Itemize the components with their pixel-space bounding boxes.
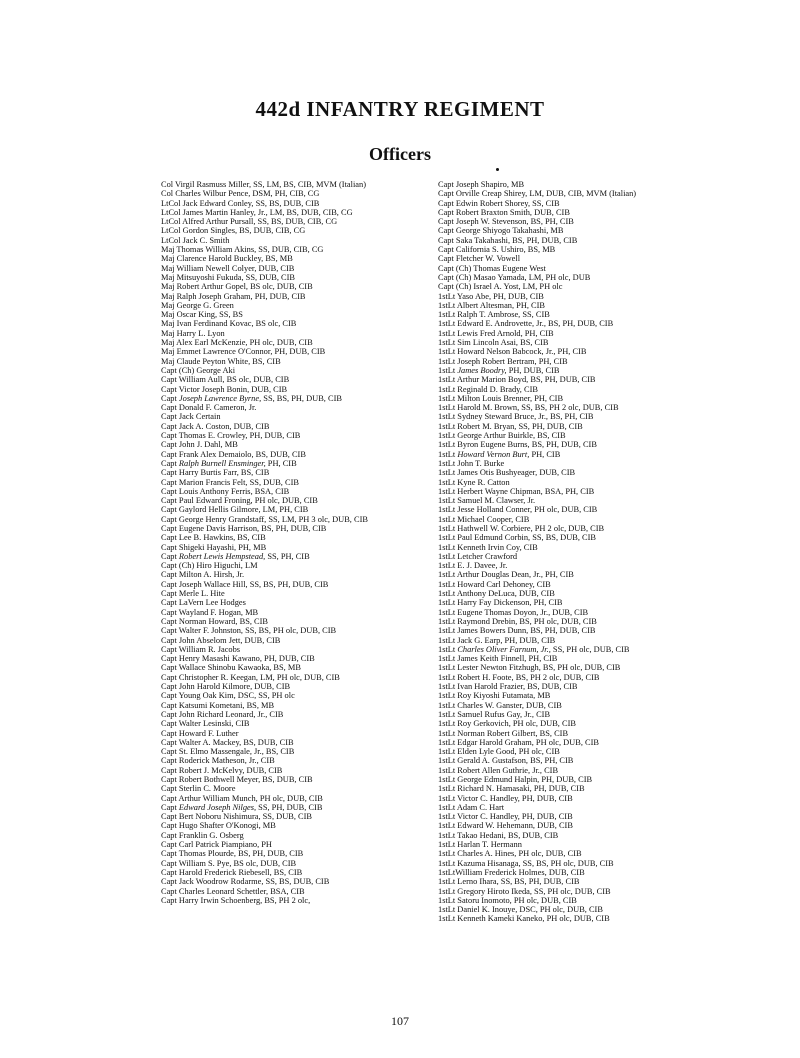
officer-decorations: PH, DUB, CIB [506,365,560,375]
officer-entry: 1stLt Eugene Thomas Doyon, Jr., DUB, CIB [438,607,589,617]
officer-entry: Capt Jack A. Coston, DUB, CIB [161,421,270,431]
officer-entry: Maj Thomas William Akins, SS, DUB, CIB, CG [161,245,324,255]
page-title: 442d INFANTRY REGIMENT [255,97,545,121]
officer-entry: 1stLt Howard Nelson Babcock, Jr., PH, CIB [438,347,587,357]
officer-entry: Capt John Harold Kilmore, DUB, CIB [161,682,291,692]
officer-entry: Capt Wayland F. Hogan, MB [161,607,259,617]
officer-entry: Capt William Aull, BS olc, DUB, CIB [161,375,290,385]
officer-entry: 1stLt Charles A. Hines, PH olc, DUB, CIB [438,849,582,859]
officer-entry: 1stLtWilliam Frederick Holmes, DUB, CIB [438,867,585,877]
officer-entry: 1stLt Jack G. Earp, PH, DUB, CIB [438,635,556,645]
officer-entry: Capt Katsumi Kometani, BS, MB [161,700,275,710]
officer-entry: Capt Harry Burtis Farr, BS, CIB [161,468,270,478]
officer-entry: LtCol Jack Edward Conley, SS, BS, DUB, CIB [161,198,320,208]
officer-entry: LtCol Alfred Arthur Pursall, SS, BS, DUB, CIB, CG [161,217,338,227]
officer-entry: Capt Edwin Robert Shorey, SS, CIB [438,198,560,208]
officer-entry: 1stLt Michael Cooper, CIB [438,514,530,524]
officer-entry: Capt Jack Certain [161,412,221,422]
officer-decorations: PH, CIB [265,458,297,468]
officer-entry: 1stLt Paul Edmund Corbin, SS, BS, DUB, CIB [438,533,596,543]
officer-entry: 1stLt Richard N. Hamasaki, PH, DUB, CIB [438,784,585,794]
officer-entry: 1stLt Edward W. Hehemann, DUB, CIB [438,821,573,831]
officer-entry [438,645,708,654]
officer-entry: 1stLt Letcher Crawford [438,551,518,561]
officer-entry: LtCol Jack C. Smith [161,235,230,245]
officer-entry: 1stLt Albert Altesman, PH, CIB [438,300,546,310]
officer-entry: Capt Norman Howard, BS, CIB [161,616,269,626]
officer-entry [438,450,708,459]
officer-entry: 1stLt Yaso Abe, PH, DUB, CIB [438,291,544,301]
officer-entry: 1stLt Robert H. Foote, BS, PH 2 olc, DUB, CIB [438,672,600,682]
officer-entry: 1stLt Norman Robert Gilbert, BS, CIB [438,728,569,738]
officer-entry: 1stLt Elden Lyle Good, PH olc, CIB [438,747,560,757]
officer-entry: Maj Oscar King, SS, BS [161,310,243,320]
officer-entry: LtCol Gordon Singles, BS, DUB, CIB, CG [161,226,306,236]
officer-entry: Capt Walter A. Mackey, BS, DUB, CIB [161,737,294,747]
officer-entry: 1stLt Roy Kiyoshi Futamata, MB [438,691,551,701]
officer-entry: 1stLt Adam C. Hart [438,802,505,812]
officer-entry: Capt Sterlin C. Moore [161,784,236,794]
officer-entry: 1stLt Roy Gerkovich, PH olc, DUB, CIB [438,719,576,729]
officer-name-italic: Robert Lewis Hempstead, [178,551,266,561]
officer-entry: Col Charles Wilbur Pence, DSM, PH, CIB, CG [161,189,320,199]
officer-rank: 1stLt [438,365,458,375]
officer-entry: 1stLt John T. Burke [438,458,505,468]
officer-entry: 1stLt Robert M. Bryan, SS, PH, DUB, CIB [438,421,583,431]
officer-entry: Maj Claude Peyton White, BS, CIB [161,356,281,366]
officer-entry: Capt Bert Noboru Nishimura, SS, DUB, CIB [161,812,312,822]
officer-entry: Maj Alex Earl McKenzie, PH olc, DUB, CIB [161,338,313,348]
officer-entry: 1stLt Harry Fay Dickenson, PH, CIB [438,598,563,608]
officer-entry [161,394,429,403]
officer-entry: Capt George Henry Grandstaff, SS, LM, PH 3 olc, DUB, CIB [161,514,368,524]
officer-entry: 1stLt Edward E. Androvette, Jr., BS, PH, DUB, CIB [438,319,614,329]
officer-rank: 1stLt [438,644,458,654]
officer-entry: Capt LaVern Lee Hodges [161,598,246,608]
officer-entry: 1stLt Sydney Steward Bruce, Jr., BS, PH, CIB [438,412,594,422]
officer-entry: Capt Henry Masashi Kawano, PH, DUB, CIB [161,654,315,664]
officer-rank: Capt [161,551,179,561]
officer-entry: Capt Wallace Shinobu Kawaoka, BS, MB [161,663,301,673]
officer-entry: Capt Christopher R. Keegan, LM, PH olc, DUB, CIB [161,672,340,682]
officer-entry: Capt Carl Patrick Piampiano, PH [161,840,272,850]
officer-entry: 1stLt Kenneth Irvin Coy, CIB [438,542,538,552]
officer-entry: 1stLt Howard Carl Dehoney, CIB [438,579,551,589]
officer-entry: 1stLt Harold M. Brown, SS, BS, PH 2 olc, DUB, CIB [438,403,619,413]
officer-entry: Capt Marion Francis Felt, SS, DUB, CIB [161,477,299,487]
officer-entry: 1stLt Victor C. Handley, PH, DUB, CIB [438,812,573,822]
officer-entry: Capt Robert J. McKelvy, DUB, CIB [161,765,283,775]
officer-entry: Capt Orville Creap Shirey, LM, DUB, CIB, MVM (Italian) [438,189,637,199]
officer-name-italic: Joseph Lawrence Byrne, [178,393,262,403]
officer-entry [161,552,429,561]
officer-entry: Capt California S. Ushiro, BS, MB [438,245,556,255]
officer-entry: Capt John Richard Leonard, Jr., CIB [161,709,284,719]
officer-entry: Capt Fletcher W. Vowell [438,254,521,264]
officer-entry: Capt John Abselom Jett, DUB, CIB [161,635,281,645]
officer-entry: Capt Paul Edward Froning, PH olc, DUB, CIB [161,496,318,506]
officer-entry: 1stLt Gregory Hiroto Ikeda, SS, PH olc, DUB, CIB [438,886,611,896]
officer-entry: Capt Charles Leonard Schettler, BSA, CIB [161,886,305,896]
officer-entry: 1stLt Lerno Ihara, SS, BS, PH, DUB, CIB [438,877,580,887]
officer-entry: 1stLt Kyne R. Catton [438,477,510,487]
officer-entry: 1stLt Sim Lincoln Asai, BS, CIB [438,338,549,348]
officer-entry: 1stLt Arthur Marion Boyd, BS, PH, DUB, CIB [438,375,596,385]
officer-entry: Capt Frank Alex Demaiolo, BS, DUB, CIB [161,449,306,459]
officer-decorations: SS, PH, CIB [265,551,310,561]
officer-entry: Capt Walter Lesinski, CIB [161,719,250,729]
officer-entry: Capt Lee B. Hawkins, BS, CIB [161,533,266,543]
officer-name-italic: Howard Vernon Burt, [457,449,530,459]
officer-entry: Capt William S. Pye, BS olc, DUB, CIB [161,858,297,868]
officer-entry: 1stLt Samuel M. Clawser, Jr. [438,496,536,506]
officer-entry: 1stLt Harlan T. Hermann [438,840,522,850]
officer-entry: Maj Emmet Lawrence O'Connor, PH, DUB, CIB [161,347,326,357]
officer-entry: Capt Howard F. Luther [161,728,239,738]
officer-entry: Capt Arthur William Munch, PH olc, DUB, CIB [161,793,323,803]
officer-entry: 1stLt Reginald D. Brady, CIB [438,384,538,394]
officer-entry: Maj Mitsuyoshi Fukuda, SS, DUB, CIB [161,272,296,282]
officer-entry: 1stLt Gerald A. Gustafson, BS, PH, CIB [438,756,574,766]
officer-entry: 1stLt Jesse Holland Conner, PH olc, DUB, CIB [438,505,598,515]
officer-entry: LtCol James Martin Hanley, Jr., LM, BS, DUB, CIB, CG [161,207,353,217]
officer-entry: Capt Victor Joseph Bonin, DUB, CIB [161,384,288,394]
officer-entry: Maj Clarence Harold Buckley, BS, MB [161,254,293,264]
officer-entry: Capt Robert Bothwell Meyer, BS, DUB, CIB [161,775,313,784]
officer-entry: 1stLt Daniel K. Inouye, DSC, PH olc, DUB, CIB [438,905,603,915]
officer-decorations: SS, BS, PH, DUB, CIB [261,393,342,403]
officer-entry: Capt Harold Frederick Riebesell, BS, CIB [161,867,303,877]
officer-entry: Col Virgil Rasmuss Miller, SS, LM, BS, CIB, MVM (Italian) [161,180,366,189]
officer-entry: Capt William R. Jacobs [161,644,241,654]
officer-entry: 1stLt Charles W. Ganster, DUB, CIB [438,700,562,710]
officer-entry: Capt Eugene Davis Harrison, BS, PH, DUB, CIB [161,523,327,533]
officer-list-left [161,180,429,905]
officer-name-italic: James Boodry, [457,365,507,375]
officer-entry [161,459,429,468]
officer-entry: 1stLt Robert Allen Guthrie, Jr., CIB [438,765,559,775]
officer-entry: Capt Saka Takahashi, BS, PH, DUB, CIB [438,235,578,245]
officer-entry: Capt Joseph W. Stevenson, BS, PH, CIB [438,217,574,227]
officer-entry: Maj Ivan Ferdinand Kovac, BS olc, CIB [161,319,297,329]
officer-entry: 1stLt George Arthur Buirkle, BS, CIB [438,431,566,441]
officer-entry: Capt Robert Braxton Smith, DUB, CIB [438,207,570,217]
officer-name-italic: Edward Joseph Nilges, [178,802,257,812]
officer-entry: Maj Harry L. Lyon [161,328,225,338]
officer-entry: 1stLt Lester Newton Fitzhugh, BS, PH olc, DUB, CIB [438,663,621,673]
officer-entry: Capt Roderick Matheson, Jr., CIB [161,756,275,766]
officer-entry: 1stLt Satoru Inomoto, PH olc, DUB, CIB [438,895,577,905]
officer-entry: 1stLt George Edmund Halpin, PH, DUB, CIB [438,775,593,784]
officer-entry: Capt Walter F. Johnston, SS, BS, PH olc, DUB, CIB [161,626,337,636]
officer-name-italic: Ralph Burnell Ensminger, [178,458,266,468]
officer-entry: 1stLt Arthur Douglas Dean, Jr., PH, CIB [438,570,574,580]
officer-entry: Capt Joseph Shapiro, MB [438,180,525,189]
officer-entry: 1stLt James Bowers Dunn, BS, PH, DUB, CIB [438,626,596,636]
officer-entry: Maj George G. Green [161,300,234,310]
officer-entry: Capt Louis Anthony Ferris, BSA, CIB [161,486,290,496]
officer-entry: Capt Gaylord Hellis Gilmore, LM, PH, CIB [161,505,309,515]
officer-entry: Capt Jack Woodrow Rodarme, SS, BS, DUB, CIB [161,877,330,887]
officer-entry: 1stLt Joseph Robert Bertram, PH, CIB [438,356,568,366]
officer-entry: 1stLt Takao Hedani, BS, DUB, CIB [438,830,559,840]
officer-entry: 1stLt E. J. Davee, Jr. [438,561,508,571]
officer-entry: Capt Shigeki Hayashi, PH, MB [161,542,267,552]
officer-entry: Capt George Shiyogo Takahashi, MB [438,226,564,236]
officer-entry: Capt (Ch) Thomas Eugene West [438,263,546,273]
officer-entry: Capt Joseph Wallace Hill, SS, BS, PH, DUB, CIB [161,579,329,589]
officer-decorations: SS, PH, DUB, CIB [256,802,323,812]
officer-rank: Capt [161,802,179,812]
officer-decorations: SS, PH olc, DUB, CIB [550,644,630,654]
officer-entry: 1stLt Herbert Wayne Chipman, BSA, PH, CIB [438,486,595,496]
officer-rank: Capt [161,393,179,403]
officer-entry: Capt (Ch) Masao Yamada, LM, PH olc, DUB [438,272,591,282]
officer-entry: Capt Thomas Plourde, BS, PH, DUB, CIB [161,849,304,859]
officer-entry [161,803,429,812]
officer-entry: Capt (Ch) Israel A. Yost, LM, PH olc [438,282,563,292]
officer-entry [438,366,708,375]
officer-entry: 1stLt James Otis Bushyeager, DUB, CIB [438,468,576,478]
officer-entry: Capt (Ch) Hiro Higuchi, LM [161,561,258,571]
officer-decorations: PH, CIB [529,449,561,459]
officer-entry: Capt St. Elmo Massengale, Jr., BS, CIB [161,747,295,757]
officer-name-italic: Charles Oliver Farnum, Jr., [457,644,551,654]
officer-entry: 1stLt Anthony DeLuca, DUB, CIB [438,589,555,599]
officer-entry: Maj William Newell Colyer, DUB, CIB [161,263,295,273]
officer-rank: 1stLt [438,449,458,459]
officer-entry: 1stLt Byron Eugene Burns, BS, PH, DUB, CIB [438,440,597,450]
officer-entry: Capt Hugo Shafter O'Konogi, MB [161,821,276,831]
officer-entry: Maj Robert Arthur Gopel, BS olc, DUB, CIB [161,282,313,292]
officer-list-right [438,180,708,924]
officer-entry: Capt Harry Irwin Schoenberg, BS, PH 2 olc, [161,895,311,905]
officer-entry: Maj Ralph Joseph Graham, PH, DUB, CIB [161,291,306,301]
officer-entry: 1stLt Raymond Drebin, BS, PH olc, DUB, CIB [438,616,597,626]
officer-entry: Capt John J. Dahl, MB [161,440,238,450]
officer-entry: 1stLt Samuel Rufus Gay, Jr., CIB [438,709,551,719]
page-number: 107 [391,1014,409,1028]
officer-entry: Capt Donald F. Cameron, Jr. [161,403,257,413]
officer-entry: 1stLt James Keith Finnell, PH, CIB [438,654,558,664]
officer-entry: Capt Milton A. Hirsh, Jr. [161,570,245,580]
officer-entry: 1stLt Lewis Fred Arnold, PH, CIB [438,328,554,338]
officer-entry: 1stLt Kenneth Kameki Kaneko, PH olc, DUB, CIB [438,914,610,924]
officer-entry: 1stLt Hathwell W. Corbiere, PH 2 olc, DUB, CIB [438,523,605,533]
officer-entry: 1stLt Edgar Harold Graham, PH olc, DUB, CIB [438,737,599,747]
decorative-dot [496,168,499,171]
section-title: Officers [369,144,431,164]
officer-entry: 1stLt Ivan Harold Frazier, BS, DUB, CIB [438,682,578,692]
officer-entry: Capt Franklin G. Osberg [161,830,244,840]
officer-rank: Capt [161,458,179,468]
officer-entry: 1stLt Ralph T. Ambrose, SS, CIB [438,310,550,320]
officer-entry: Capt Merle L. Hite [161,589,225,599]
officer-entry: Capt Thomas E. Crowley, PH, DUB, CIB [161,431,301,441]
officer-entry: 1stLt Victor C. Handley, PH, DUB, CIB [438,793,573,803]
officer-entry: 1stLt Kazuma Hisanaga, SS, BS, PH olc, DUB, CIB [438,858,614,868]
officer-entry: 1stLt Milton Louis Brenner, PH, CIB [438,393,564,403]
officer-entry: Capt (Ch) George Aki [161,365,236,375]
officer-entry: Capt Young Oak Kim, DSC, SS, PH olc [161,691,295,701]
